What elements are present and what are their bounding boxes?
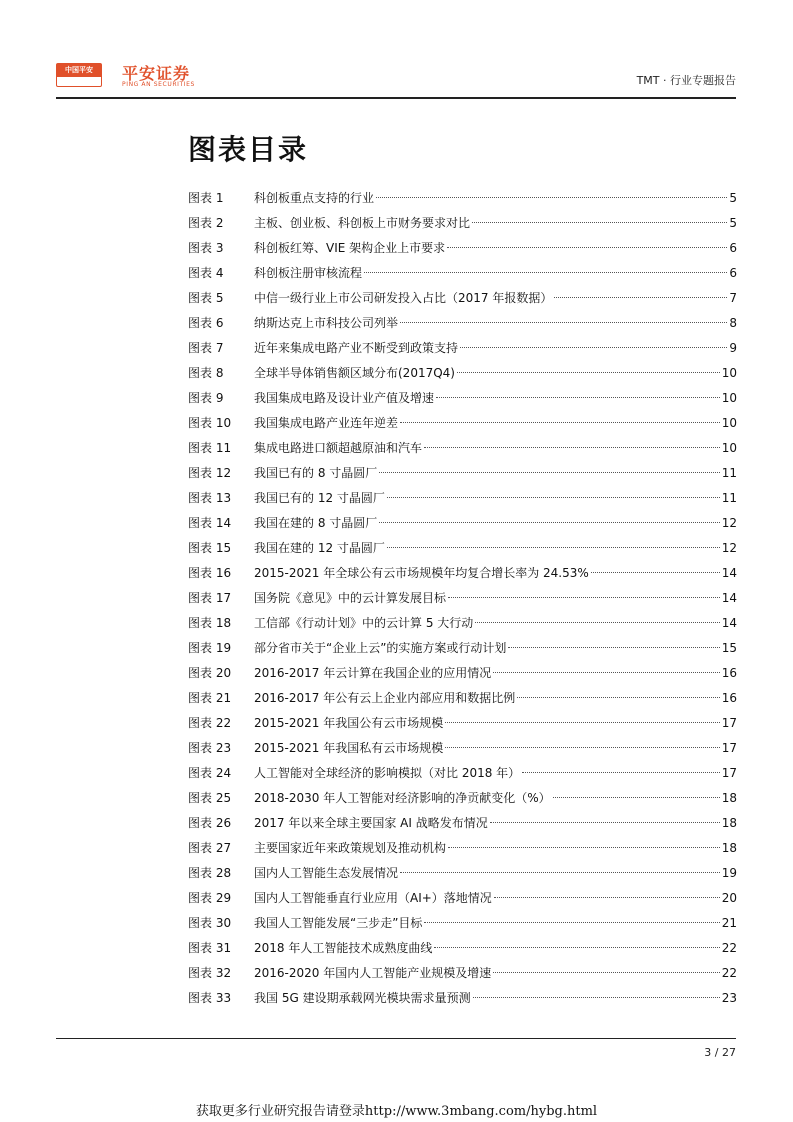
- toc-entry-title: 国内人工智能生态发展情况: [254, 866, 399, 880]
- toc-entry-title: 2015-2021 年全球公有云市场规模年均复合增长率为 24.53%: [254, 566, 589, 580]
- toc-entry-page: 5: [729, 191, 737, 205]
- toc-entry-leader: [490, 822, 720, 823]
- toc-entry-title: 我国在建的 8 寸晶圆厂: [254, 516, 378, 530]
- toc-entry[interactable]: [188, 761, 737, 786]
- toc-entry-title: 纳斯达克上市科技公司列举: [254, 316, 399, 330]
- toc-entry-label: 图表 24: [188, 766, 232, 780]
- toc-entry-label: 图表 17: [188, 591, 232, 605]
- toc-entry-leader: [517, 697, 719, 698]
- toc-entry-title: 我国已有的 8 寸晶圆厂: [254, 466, 378, 480]
- toc-entry[interactable]: [188, 386, 737, 411]
- toc-entry-title: 我国在建的 12 寸晶圆厂: [254, 541, 385, 555]
- toc-entry-label: 图表 9: [188, 391, 224, 405]
- toc-entry-title: 2017 年以来全球主要国家 AI 战略发布情况: [254, 816, 488, 830]
- toc-entry[interactable]: [188, 636, 737, 661]
- toc-entry[interactable]: [188, 611, 737, 636]
- toc-entry-leader: [447, 247, 727, 248]
- toc-entry-title: 2018-2030 年人工智能对经济影响的净贡献变化（%）: [254, 791, 551, 805]
- toc-entry-page: 12: [721, 541, 737, 555]
- toc-entry-leader: [475, 622, 719, 623]
- toc-entry-title: 集成电路进口额超越原油和汽车: [254, 441, 423, 455]
- toc-entry-page: 10: [721, 416, 737, 430]
- toc-entry-leader: [448, 847, 720, 848]
- toc-entry-leader: [436, 397, 720, 398]
- toc-entry-label: 图表 25: [188, 791, 232, 805]
- toc-entry[interactable]: [188, 786, 737, 811]
- source-note: 获取更多行业研究报告请登录http://www.3mbang.com/hybg.html: [195, 1104, 598, 1119]
- toc-entry-page: 11: [721, 466, 737, 480]
- toc-entry-leader: [424, 447, 720, 448]
- toc-entry-title: 我国集成电路及设计业产值及增速: [254, 391, 435, 405]
- toc-entry-label: 图表 5: [188, 291, 224, 305]
- header-divider: [56, 97, 736, 99]
- toc-entry-title: 科创板注册审核流程: [254, 266, 363, 280]
- toc-entry-title: 2018 年人工智能技术成熟度曲线: [254, 941, 433, 955]
- toc-entry[interactable]: [188, 286, 737, 311]
- report-tag: TMT · 行业专题报告: [636, 74, 736, 87]
- toc-entry-title: 2016-2020 年国内人工智能产业规模及增速: [254, 966, 492, 980]
- toc-entry[interactable]: [188, 461, 737, 486]
- toc-entry-leader: [591, 572, 720, 573]
- toc-entry-leader: [457, 372, 720, 373]
- toc-entry-leader: [493, 672, 719, 673]
- toc-entry-title: 2015-2021 年我国私有云市场规模: [254, 741, 444, 755]
- toc-entry-page: 17: [721, 716, 737, 730]
- toc-entry-title: 全球半导体销售额区域分布(2017Q4): [254, 366, 455, 380]
- toc-entry[interactable]: [188, 186, 737, 211]
- toc-entry-leader: [494, 897, 720, 898]
- toc-entry-leader: [364, 272, 727, 273]
- toc-entry-label: 图表 21: [188, 691, 232, 705]
- toc-entry-page: 20: [721, 891, 737, 905]
- toc-entry[interactable]: [188, 736, 737, 761]
- toc-entry-page: 18: [721, 791, 737, 805]
- toc-entry-label: 图表 1: [188, 191, 224, 205]
- toc-entry-page: 6: [729, 266, 737, 280]
- toc-entry-label: 图表 33: [188, 991, 232, 1005]
- toc-entry-page: 9: [729, 341, 737, 355]
- toc-entry-leader: [379, 522, 719, 523]
- toc-entry-label: 图表 8: [188, 366, 224, 380]
- toc-entry-title: 主板、创业板、科创板上市财务要求对比: [254, 216, 471, 230]
- toc-entry-page: 16: [721, 691, 737, 705]
- toc-entry-label: 图表 32: [188, 966, 232, 980]
- logo-brand-cn: 平安证券: [122, 64, 191, 83]
- toc-entry[interactable]: [188, 211, 737, 236]
- toc-entry-label: 图表 13: [188, 491, 232, 505]
- toc-entry[interactable]: [188, 411, 737, 436]
- toc-entry-page: 12: [721, 516, 737, 530]
- toc-entry[interactable]: [188, 436, 737, 461]
- toc-entry-page: 16: [721, 666, 737, 680]
- toc-entry-leader: [387, 497, 720, 498]
- toc-entry-leader: [472, 222, 727, 223]
- toc-entry-title: 我国人工智能发展“三步走”目标: [254, 916, 423, 930]
- toc-entry-label: 图表 4: [188, 266, 224, 280]
- toc-entry-leader: [379, 472, 719, 473]
- toc-entry-label: 图表 18: [188, 616, 232, 630]
- toc-entry-label: 图表 6: [188, 316, 224, 330]
- toc-entry-leader: [522, 772, 720, 773]
- toc-entry-title: 我国已有的 12 寸晶圆厂: [254, 491, 385, 505]
- toc-entry[interactable]: [188, 811, 737, 836]
- toc-entry-label: 图表 11: [188, 441, 232, 455]
- toc-entry-page: 10: [721, 366, 737, 380]
- toc-entry-label: 图表 28: [188, 866, 232, 880]
- toc-entry-title: 2016-2017 年公有云上企业内部应用和数据比例: [254, 691, 516, 705]
- toc-entry-label: 图表 20: [188, 666, 232, 680]
- toc-entry-title: 科创板重点支持的行业: [254, 191, 375, 205]
- toc-entry-page: 10: [721, 441, 737, 455]
- toc-entry-page: 14: [721, 616, 737, 630]
- toc-entry[interactable]: [188, 561, 737, 586]
- toc-entry-label: 图表 29: [188, 891, 232, 905]
- toc-entry[interactable]: [188, 536, 737, 561]
- toc-entry-label: 图表 16: [188, 566, 232, 580]
- toc-entry-page: 21: [721, 916, 737, 930]
- toc-entry[interactable]: [188, 486, 737, 511]
- toc-entry-label: 图表 3: [188, 241, 224, 255]
- toc-entry-label: 图表 2: [188, 216, 224, 230]
- toc-entry-label: 图表 14: [188, 516, 232, 530]
- toc-entry-label: 图表 7: [188, 341, 224, 355]
- toc-entry-page: 5: [729, 216, 737, 230]
- toc-entry-title: 国内人工智能垂直行业应用（AI+）落地情况: [254, 891, 492, 905]
- toc-entry-title: 部分省市关于“企业上云”的实施方案或行动计划: [254, 641, 507, 655]
- toc-entry[interactable]: [188, 961, 737, 986]
- toc-entry[interactable]: [188, 986, 737, 1011]
- toc-entry-leader: [508, 647, 719, 648]
- toc-entry-title: 我国集成电路产业连年逆差: [254, 416, 399, 430]
- toc-entry[interactable]: [188, 936, 737, 961]
- toc-entry-label: 图表 22: [188, 716, 232, 730]
- toc-entry-leader: [400, 422, 720, 423]
- page-header: [56, 60, 736, 96]
- toc-entry-page: 14: [721, 566, 737, 580]
- toc-entry-page: 22: [721, 941, 737, 955]
- toc-entry-page: 7: [729, 291, 737, 305]
- toc-entry[interactable]: [188, 361, 737, 386]
- logo-mark-strip: [57, 77, 101, 86]
- toc-entry-page: 11: [721, 491, 737, 505]
- toc-entry-page: 18: [721, 816, 737, 830]
- toc-entry-title: 2016-2017 年云计算在我国企业的应用情况: [254, 666, 492, 680]
- toc-entry-page: 17: [721, 766, 737, 780]
- logo-brand-en: PING AN SECURITIES: [122, 81, 195, 88]
- toc-entry-page: 6: [729, 241, 737, 255]
- toc-entry-label: 图表 10: [188, 416, 232, 430]
- toc-entry-title: 工信部《行动计划》中的云计算 5 大行动: [254, 616, 474, 630]
- toc-entry[interactable]: [188, 886, 737, 911]
- toc-entry[interactable]: [188, 261, 737, 286]
- toc-entry-title: 中信一级行业上市公司研发投入占比（2017 年报数据）: [254, 291, 553, 305]
- toc-entry-label: 图表 31: [188, 941, 232, 955]
- footer-divider: [56, 1038, 736, 1039]
- toc-entry-leader: [460, 347, 727, 348]
- toc-entry-label: 图表 12: [188, 466, 232, 480]
- toc-entry[interactable]: [188, 586, 737, 611]
- toc-entry[interactable]: [188, 861, 737, 886]
- ping-an-logo-mark: [56, 63, 102, 87]
- toc-entry[interactable]: [188, 836, 737, 861]
- toc-entry-page: 22: [721, 966, 737, 980]
- toc-entry[interactable]: [188, 661, 737, 686]
- toc-entry-label: 图表 27: [188, 841, 232, 855]
- toc-entry-title: 我国 5G 建设期承载网光模块需求量预测: [254, 991, 471, 1005]
- toc-entry-page: 10: [721, 391, 737, 405]
- toc-entry-page: 15: [721, 641, 737, 655]
- toc-entry[interactable]: [188, 336, 737, 361]
- toc-entry-page: 19: [721, 866, 737, 880]
- toc-entry-title: 科创板红筹、VIE 架构企业上市要求: [254, 241, 446, 255]
- logo-mark-text: 中国平安: [57, 64, 101, 77]
- toc-entry-leader: [448, 597, 720, 598]
- toc-entry-title: 人工智能对全球经济的影响模拟（对比 2018 年）: [254, 766, 521, 780]
- toc-entry-title: 主要国家近年来政策规划及推动机构: [254, 841, 447, 855]
- page-title: 图表目录: [188, 133, 309, 166]
- toc-entry-leader: [553, 797, 720, 798]
- toc-entry[interactable]: [188, 236, 737, 261]
- toc-entry-page: 17: [721, 741, 737, 755]
- toc-entry-label: 图表 15: [188, 541, 232, 555]
- toc-entry-leader: [493, 972, 719, 973]
- toc-entry-leader: [445, 747, 719, 748]
- toc-entry[interactable]: [188, 911, 737, 936]
- toc-entry-label: 图表 26: [188, 816, 232, 830]
- toc-entry-leader: [400, 872, 720, 873]
- toc-entry-page: 14: [721, 591, 737, 605]
- toc-entry-leader: [445, 722, 719, 723]
- page-number: 3 / 27: [704, 1046, 736, 1059]
- toc-entry-label: 图表 19: [188, 641, 232, 655]
- toc-entry-leader: [387, 547, 720, 548]
- toc-entry-title: 2015-2021 年我国公有云市场规模: [254, 716, 444, 730]
- toc-entry[interactable]: [188, 311, 737, 336]
- toc-entry-page: 18: [721, 841, 737, 855]
- toc-entry[interactable]: [188, 686, 737, 711]
- table-of-figures: [188, 186, 737, 1011]
- toc-entry-page: 8: [729, 316, 737, 330]
- toc-entry-title: 国务院《意见》中的云计算发展目标: [254, 591, 447, 605]
- toc-entry-title: 近年来集成电路产业不断受到政策支持: [254, 341, 459, 355]
- toc-entry[interactable]: [188, 711, 737, 736]
- toc-entry[interactable]: [188, 511, 737, 536]
- toc-entry-label: 图表 30: [188, 916, 232, 930]
- toc-entry-leader: [376, 197, 727, 198]
- toc-entry-label: 图表 23: [188, 741, 232, 755]
- toc-entry-leader: [400, 322, 727, 323]
- toc-entry-leader: [473, 997, 720, 998]
- toc-entry-page: 23: [721, 991, 737, 1005]
- toc-entry-leader: [434, 947, 719, 948]
- toc-entry-leader: [554, 297, 727, 298]
- toc-entry-leader: [424, 922, 719, 923]
